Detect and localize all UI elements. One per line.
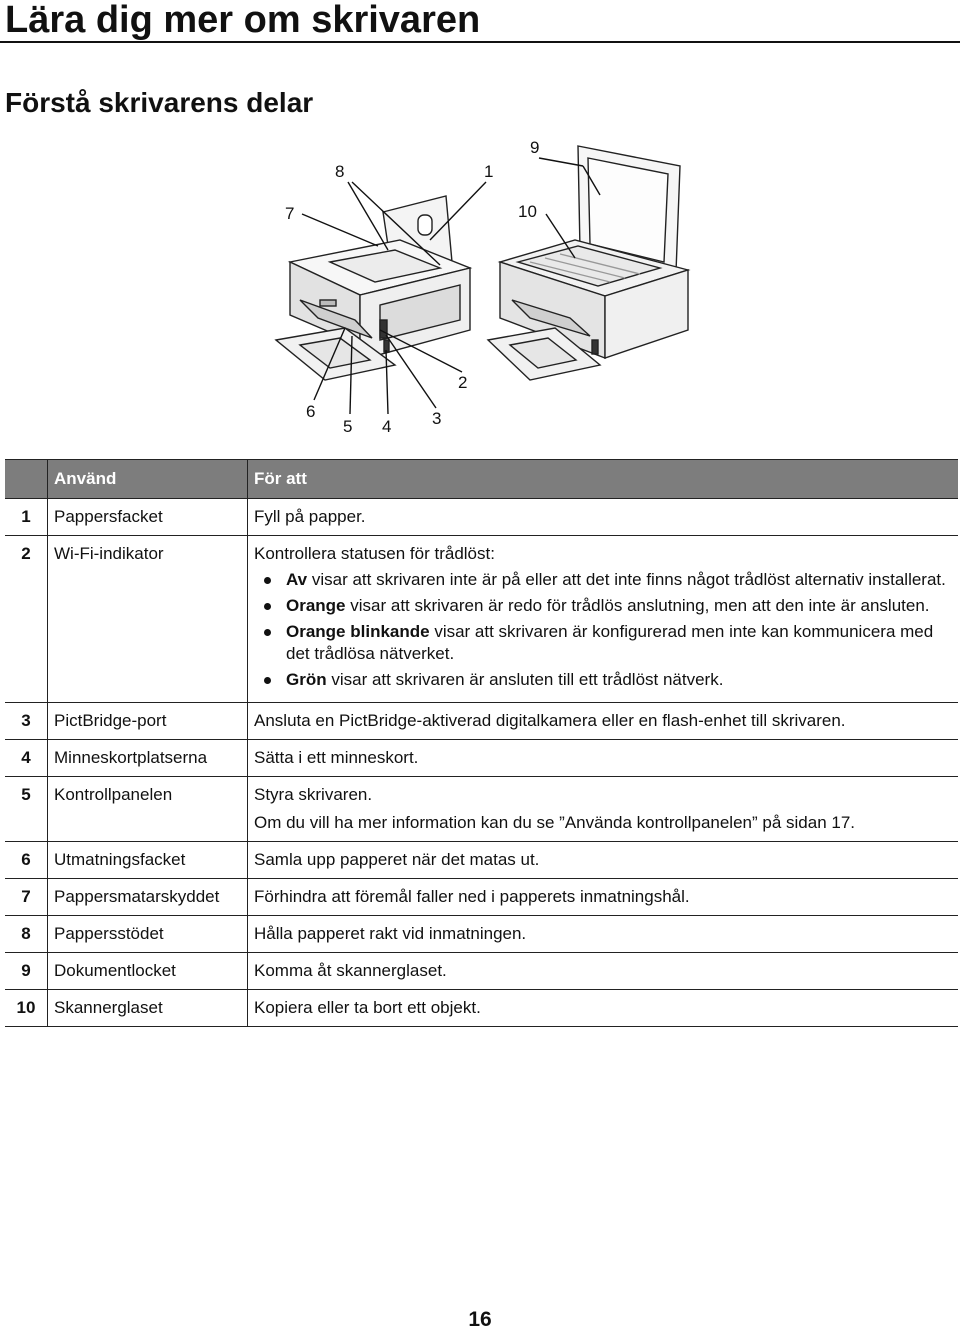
callout-4: 4 (382, 417, 392, 436)
wifi-status-list (254, 569, 952, 691)
row-num: 5 (5, 777, 48, 842)
callout-3: 3 (432, 409, 442, 428)
table-row (5, 740, 958, 777)
row-name: Utmatningsfacket (48, 842, 248, 879)
status-name: Orange blinkande (286, 622, 430, 641)
row-use: Sätta i ett minneskort. (248, 740, 959, 777)
list-item (286, 669, 952, 691)
status-name: Av (286, 570, 308, 589)
status-text: visar att skrivaren är konfigurerad men inte kan kommunicera med det trådlösa nätverket. (286, 622, 934, 663)
row-num: 9 (5, 953, 48, 990)
row-use: Ansluta en PictBridge-aktiverad digitalkamera eller en flash-enhet till skrivaren. (248, 703, 959, 740)
page-title: Lära dig mer om skrivaren (5, 0, 481, 41)
section-title: Förstå skrivarens delar (5, 87, 314, 118)
header-num (5, 460, 48, 499)
row-num: 4 (5, 740, 48, 777)
row-name: Kontrollpanelen (48, 777, 248, 842)
table-row (5, 990, 958, 1027)
title-rule (0, 41, 960, 43)
row-use: Kopiera eller ta bort ett objekt. (248, 990, 959, 1027)
list-item (286, 621, 952, 665)
row-use (248, 536, 959, 703)
callout-7: 7 (285, 204, 295, 223)
row-name: Skannerglaset (48, 990, 248, 1027)
row-num: 6 (5, 842, 48, 879)
page-number: 16 (468, 1308, 492, 1331)
parts-table (5, 459, 958, 1027)
header-name: Använd (48, 460, 248, 499)
row-num: 7 (5, 879, 48, 916)
row-use: Hålla papperet rakt vid inmatningen. (248, 916, 959, 953)
row-num: 1 (5, 499, 48, 536)
status-text: visar att skrivaren är redo för trådlös anslutning, men att den inte är ansluten. (345, 596, 930, 615)
table-row (5, 536, 958, 703)
table-row (5, 777, 958, 842)
table-row (5, 703, 958, 740)
row-num: 2 (5, 536, 48, 703)
row-num: 3 (5, 703, 48, 740)
callout-2: 2 (458, 373, 468, 392)
table-row (5, 916, 958, 953)
row-use: Komma åt skannerglaset. (248, 953, 959, 990)
row-name: Wi-Fi-indikator (48, 536, 248, 703)
row-name: Dokumentlocket (48, 953, 248, 990)
row-use-reference: Om du vill ha mer information kan du se ”Använda kontrollpanelen” på sidan 17. (254, 813, 856, 832)
header-use: För att (248, 460, 959, 499)
list-item (286, 569, 952, 591)
row-num: 8 (5, 916, 48, 953)
row-name: Pappersfacket (48, 499, 248, 536)
callout-1: 1 (484, 162, 494, 181)
row-use: Förhindra att föremål faller ned i papperets inmatningshål. (248, 879, 959, 916)
table-row (5, 842, 958, 879)
status-name: Grön (286, 670, 327, 689)
row-use: Fyll på papper. (248, 499, 959, 536)
status-text: visar att skrivaren inte är på eller att det inte finns något trådlöst alternativ installerat. (307, 570, 946, 589)
row-name: Minneskortplatserna (48, 740, 248, 777)
row-name: Pappersstödet (48, 916, 248, 953)
callout-6: 6 (306, 402, 316, 421)
row-use: Samla upp papperet när det matas ut. (248, 842, 959, 879)
row-name: Pappersmatarskyddet (48, 879, 248, 916)
table-row (5, 953, 958, 990)
callout-9: 9 (530, 138, 540, 157)
callout-10: 10 (518, 202, 537, 221)
printer-diagram (0, 130, 960, 450)
list-item (286, 595, 952, 617)
table-row (5, 879, 958, 916)
row-name: PictBridge-port (48, 703, 248, 740)
row-use-main: Styra skrivaren. (254, 785, 373, 804)
row-num: 10 (5, 990, 48, 1027)
printer-right-illustration (488, 146, 688, 380)
callout-5: 5 (343, 417, 353, 436)
callout-8: 8 (335, 162, 345, 181)
row-use (248, 777, 959, 842)
table-row (5, 499, 958, 536)
status-text: visar att skrivaren är ansluten till ett trådlöst nätverk. (326, 670, 724, 689)
row-use-intro: Kontrollera statusen för trådlöst: (254, 544, 495, 563)
status-name: Orange (286, 596, 346, 615)
table-header-row (5, 460, 958, 499)
